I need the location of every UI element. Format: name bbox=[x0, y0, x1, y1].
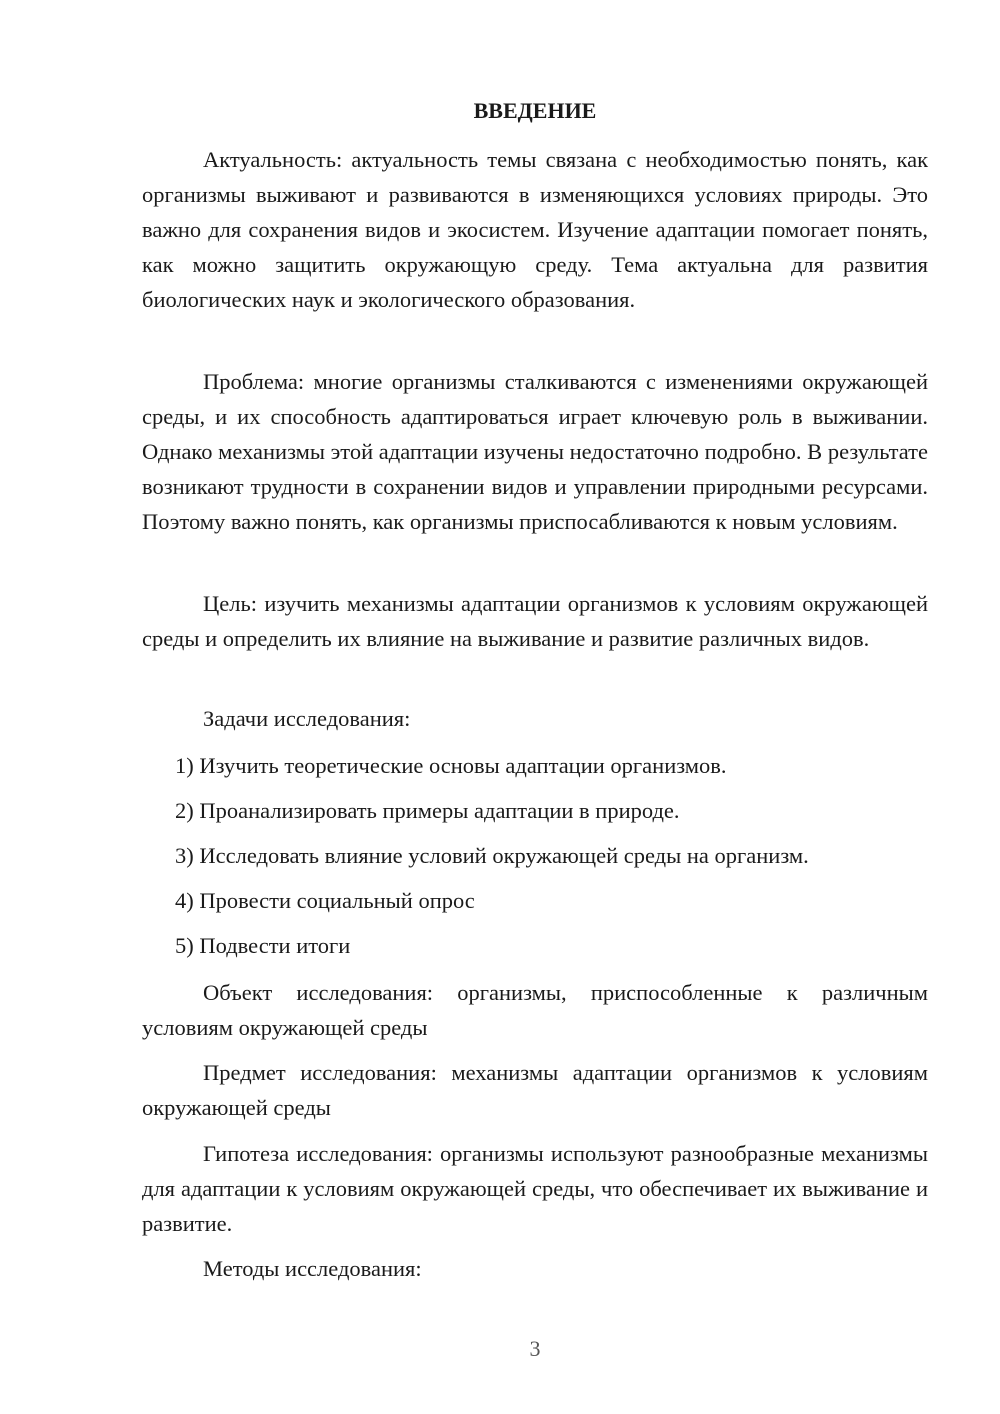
task-item: 5) Подвести итоги bbox=[175, 933, 351, 958]
goal-paragraph: Цель: изучить механизмы адаптации организмов к условиям окружающей среды и определить их влияние на выживание и развитие различных видов. bbox=[142, 591, 928, 651]
task-item: 4) Провести социальный опрос bbox=[175, 888, 475, 913]
task-item: 1) Изучить теоретические основы адаптации организмов. bbox=[175, 753, 727, 778]
object-paragraph: Объект исследования: организмы, приспособленные к различным условиям окружающей среды bbox=[142, 980, 928, 1040]
relevance-paragraph: Актуальность: актуальность темы связана с необходимостью понять, как организмы выживают и развиваются в изменяющихся условиях природы. Это важно для сохранения видов и экосистем. Изучение адаптации помогает понять, как можно защитить окружающую среду. Тема актуальна для развития биологических наук и экологического образования. bbox=[142, 147, 928, 312]
methods-heading: Методы исследования: bbox=[203, 1256, 422, 1281]
task-item: 3) Исследовать влияние условий окружающей среды на организм. bbox=[175, 843, 809, 868]
hypothesis-paragraph: Гипотеза исследования: организмы используют разнообразные механизмы для адаптации к условиям окружающей среды, что обеспечивает их выживание и развитие. bbox=[142, 1141, 928, 1236]
tasks-heading: Задачи исследования: bbox=[203, 706, 411, 731]
page-title: ВВЕДЕНИЕ bbox=[473, 98, 597, 123]
task-item: 2) Проанализировать примеры адаптации в природе. bbox=[175, 798, 680, 823]
page-number: 3 bbox=[529, 1336, 541, 1361]
problem-paragraph: Проблема: многие организмы сталкиваются с изменениями окружающей среды, и их способность адаптироваться играет ключевую роль в выживании. Однако механизмы этой адаптации изучены недостаточно подробно. В результате возникают трудности в сохранении видов и управлении природными ресурсами. Поэтому важно понять, как организмы приспосабливаются к новым условиям. bbox=[142, 369, 928, 534]
subject-paragraph: Предмет исследования: механизмы адаптации организмов к условиям окружающей среды bbox=[142, 1060, 928, 1120]
